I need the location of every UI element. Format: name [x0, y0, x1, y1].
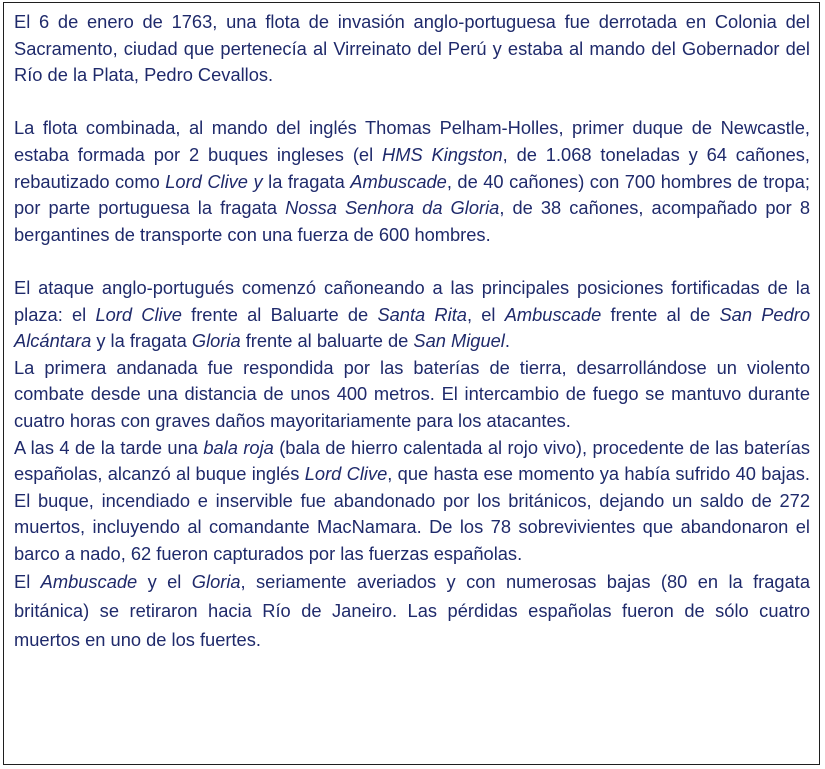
text-run: y el: [137, 571, 192, 593]
text-run: , seriamente averiados y con numerosas bajas (80 en la fragata británica) se retiraron hacia Río de Janeiro. Las pérdidas españolas fueron de sólo cuatro muertos en uno de los fuertes.: [14, 571, 810, 651]
italic-run: Lord Clive y: [165, 170, 263, 192]
italic-run: Ambuscade: [350, 170, 447, 192]
paragraph-5: [14, 435, 810, 568]
text-run: , el: [466, 303, 505, 325]
text-run: La primera andanada fue respondida por las baterías de tierra, desarrollándose un violento combate desde una distancia de unos 400 metros. El intercambio de fuego se mantuvo durante cuatro horas con graves daños mayoritariamente para los atacantes.: [14, 356, 810, 431]
italic-run: bala roja: [203, 436, 274, 458]
text-run: frente al de: [601, 303, 720, 325]
text-run: , de 40 cañones) con 700 hombres de tropa; por parte portuguesa la fragata: [14, 170, 810, 219]
text-run: El ataque anglo-portugués comenzó cañoneando a las principales posiciones fortificadas de la plaza: el: [14, 276, 810, 325]
italic-run: Ambuscade: [40, 571, 138, 593]
paragraph-4: [14, 355, 810, 435]
italic-run: Lord Clive: [304, 463, 388, 485]
italic-run: Nossa Senhora da Gloria: [285, 197, 500, 219]
italic-run: Santa Rita: [377, 303, 467, 325]
paragraph-1: [14, 9, 810, 89]
text-run: frente al Baluarte de: [181, 303, 378, 325]
text-run: , que hasta ese momento ya había sufrido 40 bajas. El buque, incendiado e inservible fue abandonado por los británicos, dejando un saldo de 272 muertos, incluyendo al comandante MacNamara. De los 78 sobrevivientes que abandonaron el barco a nado, 62 fueron capturados por las fuerzas españolas.: [14, 463, 810, 564]
text-run: frente al baluarte de: [240, 330, 414, 352]
text-run: la fragata: [262, 170, 351, 192]
text-run: , de 1.068 toneladas y 64 cañones, rebautizado como: [14, 143, 810, 192]
text-box: [3, 2, 820, 765]
italic-run: Ambuscade: [504, 303, 602, 325]
text-run: y la fragata: [91, 330, 192, 352]
italic-run: San Pedro Alcántara: [14, 303, 811, 352]
italic-run: San Miguel: [413, 330, 505, 352]
text-run: .: [504, 330, 510, 352]
italic-run: Lord Clive: [95, 303, 182, 325]
text-run: La flota combinada, al mando del inglés Thomas Pelham-Holles, primer duque de Newcastle, estaba formada por 2 buques ingleses (el: [14, 117, 810, 165]
paragraph-6: [14, 567, 810, 654]
italic-run: Gloria: [191, 571, 241, 593]
italic-run: HMS Kingston: [382, 143, 503, 165]
text-run: El 6 de enero de 1763, una flota de invasión anglo-portuguesa fue derrotada en Colonia del Sacramento, ciudad que pertenecía al Virreinato del Perú y estaba al mando del Gobernador del Río de la Plata, Pedro Cevallos.: [14, 11, 810, 86]
text-run: (bala de hierro calentada al rojo vivo), procedente de las baterías españolas, alcanzó al buque inglés: [14, 436, 810, 485]
paragraph-2: [14, 115, 810, 248]
italic-run: Gloria: [191, 330, 241, 352]
text-run: , de 38 cañones, acompañado por 8 bergantines de transporte con una fuerza de 600 hombres.: [14, 197, 810, 245]
text-run: El: [14, 571, 41, 593]
text-run: A las 4 de la tarde una: [14, 436, 204, 458]
paragraph-3: [14, 275, 810, 355]
document-body: [14, 9, 810, 654]
